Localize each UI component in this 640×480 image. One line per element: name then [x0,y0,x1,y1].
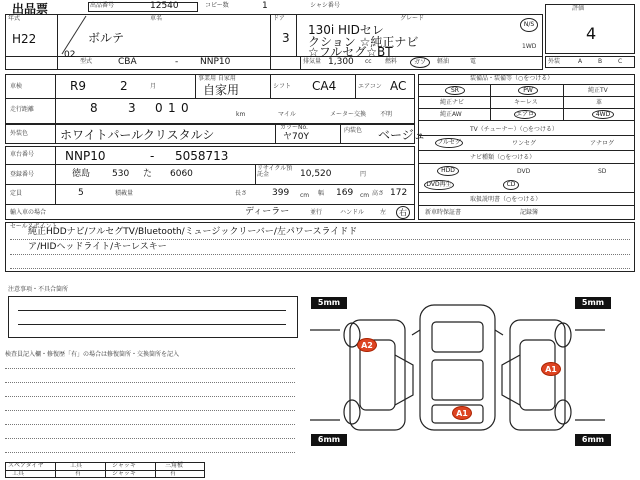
year-label: 年式 [8,15,21,22]
model-prefix: CBA [118,57,137,67]
footer-header-jack: ジャッキ [112,462,136,469]
recycle-value: 10,520 [300,169,332,179]
equip-tv: 純正TV [588,87,608,94]
doors-label: ドア [273,15,285,22]
notes-box [8,296,298,338]
load-label: 積載量 [115,190,134,197]
tire-top-right: 5mm [575,297,611,309]
chassis-prefix: NNP10 [65,149,106,163]
mileage-digit-5: 0 [181,101,189,115]
mileage-digit-3: 0 [155,101,163,115]
recycle-label: リサイクル預託金 [257,165,293,178]
chassis-check-label: シャシ番号 [310,2,340,9]
displacement-label: 排気量 [303,58,322,65]
navi-dvd: DVD [517,168,531,175]
grade-c: C [618,58,623,65]
model-label: 型式 [80,58,93,65]
doors-value: 3 [282,31,290,45]
color-label: 外装色 [10,130,29,137]
handle-right-circled: 右 [396,206,410,219]
tv-label: TV（チューナー）（○をつける） [470,126,558,133]
grade-label: グレード [400,15,425,22]
mileage-opt-exchange: メーター交換 [330,111,367,118]
fuel-label: 燃料 [385,58,398,65]
count-value: 1 [262,1,268,11]
mileage-label: 走行距離 [10,106,35,113]
equipment-title: 装備品・装備等（○をつける） [470,75,554,82]
shaken-label: 車検 [10,83,23,90]
year-sub: 02 [64,50,76,60]
chassis-dash: - [150,149,155,163]
sales-point-line-2: ア/HIDヘッドライト/キーレスキー [28,242,167,252]
footer-value-jack: ジャッキ [112,470,136,477]
equip-pw: PW [518,86,538,95]
shift-label: シフト [273,83,292,90]
shaken-era: R9 [70,79,86,93]
navi-sd: SD [598,168,607,175]
grade-line-3: ☆フルセグ☆BT [308,45,393,59]
equip-aero: エアロ [515,110,534,118]
manual-label: 取扱説明書（○をつける） [470,196,542,203]
length-label: 長さ [235,190,248,197]
dvd-play: DVD再生 [424,180,454,190]
tire-top-left: 5mm [311,297,347,309]
equip-leather: 革 [596,99,603,106]
interior-value: ベージュ [378,128,426,142]
mileage-digit-4: 1 [168,101,176,115]
wd-label: 1WD [522,43,537,50]
grade-line-2: クション ☆純正ナビ [308,35,419,49]
rating-label: 評価 [572,5,585,12]
equip-4wd: 4WD [592,110,614,119]
equip-navi: 純正ナビ [440,99,465,106]
height-value: 172 [390,188,408,198]
length-value: 399 [272,188,290,198]
plate-region: 徳島 [72,169,91,179]
shaken-month: 2 [120,79,128,93]
car-diagram-icon [300,300,635,440]
grade-b: B [598,58,603,65]
color-code-label: カラーNo. [280,124,308,131]
tire-bottom-right: 6mm [575,434,611,446]
tire-bottom-left: 6mm [311,434,347,446]
rating-value: 4 [586,24,597,43]
lot-number: 12540 [150,1,179,11]
width-label: 幅 [318,190,325,197]
width-value: 169 [336,188,354,198]
mileage-digit-1: 8 [90,101,98,115]
count-label: コピー数 [205,2,229,9]
grade-a: A [578,58,583,65]
displacement-value: 1,300 [328,57,354,67]
month-label: 月 [150,83,157,90]
footer-header-tools: 工具 [70,462,83,469]
damage-mark-a2: A2 [357,338,377,352]
form-title: 出品票 [12,2,49,16]
tv-fullseg: フルセグ [435,138,463,148]
equip-keyless: キーレス [514,99,538,106]
color-value: ホワイトパールクリスタルシ [60,128,215,142]
plate-number: 6060 [170,169,193,179]
parallel-option: 並行 [310,209,323,216]
footer-header-spare: スペアタイヤ [8,462,44,469]
mileage-opt-unknown: 不明 [380,111,393,118]
equip-aw: 純正AW [440,111,462,118]
ac-value: AC [390,79,407,93]
navi-label: ナビ種類（○をつける） [470,154,536,161]
footer-value-tools-yes: 有 [75,470,82,477]
manual-warranty: 新車時保証書 [425,209,462,216]
handle-left: 左 [380,209,387,216]
tv-analog: アナログ [590,140,615,147]
footer-value-tools: 工具 [12,470,25,477]
tv-oneseg: ワンセグ [512,140,537,147]
footer-header-triangle: 三角板 [165,462,184,469]
width-unit: cm [360,192,370,199]
equip-sr: SR [445,86,465,95]
handle-label: ハンドル [340,209,365,216]
mileage-opt-mile: マイル [278,111,296,118]
ac-label: エアコン [358,83,382,90]
grade-line-1: 130i HIDセレ [308,23,384,37]
recycle-unit: 円 [360,171,367,178]
manual-record: 記録簿 [520,209,539,216]
dealer-option: ディーラー [245,207,290,217]
sales-point-title: セールスポイント [10,223,58,230]
chassis-label: 車台番号 [10,151,35,158]
inspect-label: 検査員記入欄・修復歴「有」の場合は修復箇所・交換箇所を記入 [5,351,180,358]
length-unit: cm [300,192,310,199]
lot-label: 出品番号 [90,2,115,9]
damage-mark-a1-rear: A1 [452,406,472,420]
color-code: ヤ70Y [283,132,309,142]
year-value: H22 [12,32,37,46]
shift-value: CA4 [312,79,337,93]
dvd-cd: CD [503,180,519,190]
plate-kana: た [143,169,153,179]
nav-circle-icon: N/S [520,18,538,32]
navi-hdd: HDD [437,166,459,176]
maker-label: 車名 [150,15,163,22]
chassis-number: 5058713 [175,149,229,163]
notes-title: 注意事項・不具合箇所 [8,286,69,293]
capacity-label: 定員 [10,190,23,197]
footer-value-jack-yes: 有 [170,470,177,477]
usage-value: 自家用 [203,83,240,97]
strike-mark-icon [58,14,88,56]
capacity-value: 5 [78,188,84,198]
fuel-electric-option: 電 [470,58,477,65]
mileage-digit-2: 3 [128,101,136,115]
usage-sub: 事業用 自家用 [198,75,236,82]
maker-value: ボルテ [88,31,125,45]
plate-label: 登録番号 [10,171,35,178]
height-label: 高さ [372,190,385,197]
sales-point-line-1: 純正HDDナビ/フルセグTV/Bluetooth/ミュージックリーバー/左パワースライドド [28,227,358,237]
purchase-label: 輸入車の場合 [10,209,47,216]
damage-mark-a1-right: A1 [541,362,561,376]
interior-label: 内装色 [344,127,363,134]
fuel-gas-option: ガソ [410,57,430,68]
fuel-diesel-option: 軽油 [437,58,450,65]
plate-class: 530 [112,169,130,179]
grade-sub: 外装 [548,58,561,65]
mileage-unit: km [236,111,246,118]
model-code: NNP10 [200,57,231,67]
